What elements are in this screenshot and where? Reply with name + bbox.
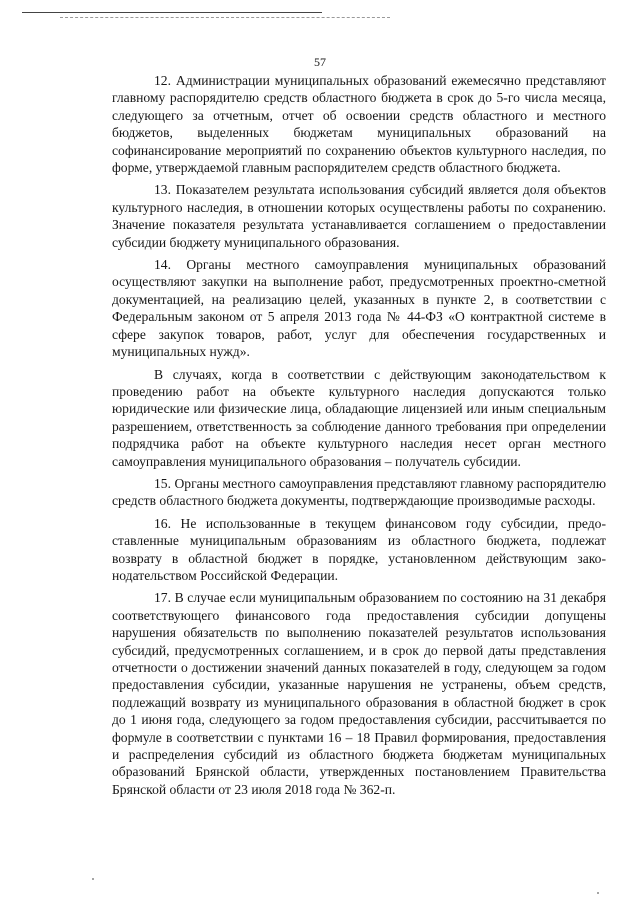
paragraph-13: 13. Показателем результата использования субсидий является доля объектов культурного наследия, в отношении которых осуществлены работы по сохранению. Значение показателя результата устанавливается соглашением о предоставлении субсидии бюджету муниципального образования.: [112, 182, 606, 250]
top-scan-rule: [22, 12, 322, 13]
paragraph-16: 16. Не использованные в текущем финансовом году субсидии, предоставленные муниципальным образованиям из областного бюджета, подлежат возврату в областной бюджет в порядке, установленном действующим законодательством Российской Федерации.: [112, 515, 606, 583]
document-body: [112, 72, 606, 803]
paragraph-15: 15. Органы местного самоуправления представляют главному распорядителю средств областного бюджета документы, подтверждающие производимые расходы.: [112, 475, 606, 509]
paragraph-14: 14. Органы местного самоуправления муниципальных образований осуществляют закупки на выполнение работ, предусмотренных проектно-сметной документацией, на реализацию целей, указанных в пункте 2, в соответствии с Федеральным законом от 5 апреля 2013 года № 44-ФЗ «О контрактной системе в сфере закупок товаров, работ, услуг для обеспечения государственных и муниципальных нужд».: [112, 257, 606, 360]
paragraph-17: 17. В случае если муниципальным образованием по состоянию на 31 декабря соответствующего финансового года предоставления субсидии допущены нарушения обязательств по выполнению показателей результатов использования субсидий, предусмотренных соглашением, и в срок до первой даты представления отчетности о достижении значений данных показателей в году, следующем за годом предоставления субсидии, указанные нарушения не устранены, объем средств, подлежащий возврату из муниципального образования в областной бюджет в срок до 1 июня года, следующего за годом предоставления субсидии, рассчитывается по формуле в соответствии с пунктами 16 – 18 Правил формирования, предоставления и распределения субсидий из областного бюджета бюджетам муниципальных образований Брянской области, утвержденных постановлением Правительства Брянской области от 23 июля 2018 года № 362-п.: [112, 590, 606, 797]
paragraph-14-cases: В случаях, когда в соответствии с действующим законодательством к проведению работ на объекте культурного наследия допускаются только юридические или физические лица, обладающие лицензией или иным специальным разрешением, ответственность за соблюдение данного требования при определении подрядчика работ на объекте культурного наследия несет орган местного самоуправления муниципального образования – получатель субсидии.: [112, 366, 606, 469]
paragraph-12: 12. Администрации муниципальных образований ежемесячно представляют главному распорядителю средств областного бюджета в срок до 5-го числа месяца, следующего за отчетным, отчет об освоении средств областного и местного бюджетов, выделенных бюджетам муниципальных образований на софинансирование мероприятий по сохранению объектов культурного наследия, по форме, утверждаемой главным распорядителем средств областного бюджета.: [112, 73, 606, 176]
scan-speck: [92, 878, 94, 880]
page-number: 57: [314, 55, 326, 69]
scan-speck: [597, 892, 599, 894]
top-scan-rule-faint: [60, 17, 390, 18]
